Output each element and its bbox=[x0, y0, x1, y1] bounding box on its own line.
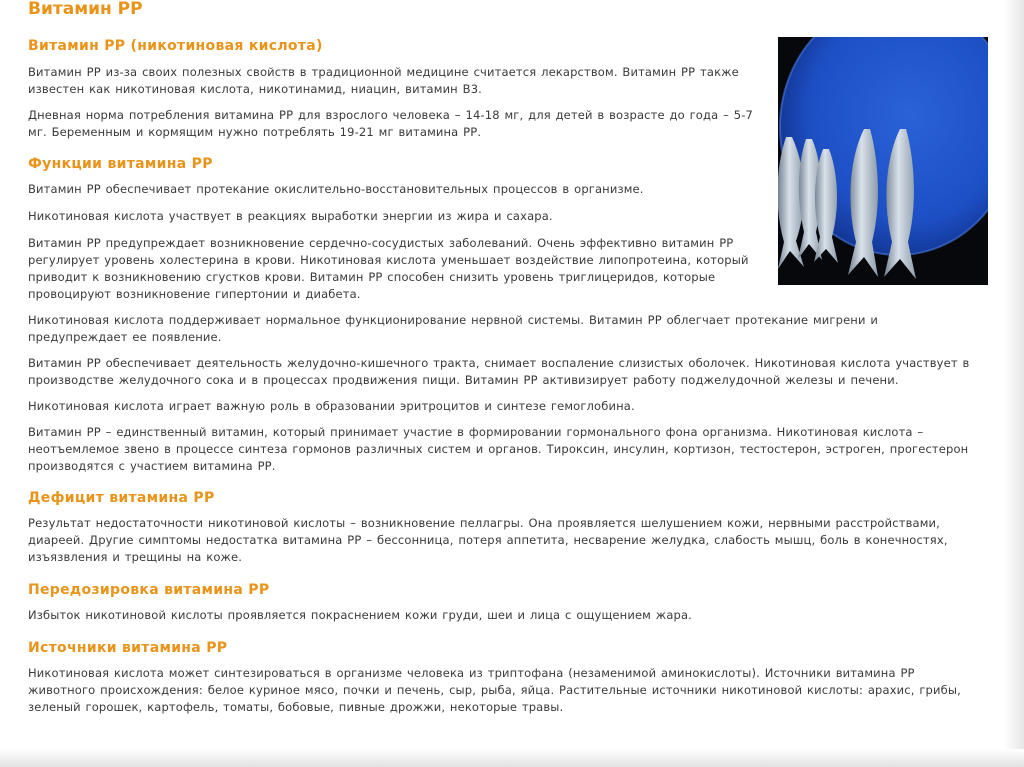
section-heading-deficiency: Дефицит витамина РР bbox=[28, 490, 215, 506]
paragraph: Витамин РР обеспечивает протекание окислительно-восстановительных процессов в организме. bbox=[28, 182, 644, 196]
paragraph: Дневная норма потребления витамина РР для взрослого человека – 14-18 мг, для детей в возрасте до года – 5-7 мг. Беременным и кормящим нужно потреблять 19-21 мг витамина РР. bbox=[28, 108, 754, 139]
section-heading-functions: Функции витамина РР bbox=[28, 156, 213, 172]
paragraph: Никотиновая кислота поддерживает нормальное функционирование нервной системы. Витамин РР облегчает протекание мигрени и предупреждает ее появление. bbox=[28, 313, 879, 344]
page-edge-shadow-bottom bbox=[0, 749, 1024, 767]
section-heading-niacin: Витамин РР (никотиновая кислота) bbox=[28, 38, 323, 54]
paragraph: Витамин РР предупреждает возникновение сердечно-сосудистых заболеваний. Очень эффективно витамин РР регулирует уровень холестерина в крови. Никотиновая кислота уменьшает воздействие липопротеина, который приводит к возникновению сгустков крови. Витамин РР способен снизить уровень триглицеридов, которые провоцируют возникновение гипертонии и диабета. bbox=[28, 236, 749, 301]
page-title: Витамин РР bbox=[28, 0, 143, 19]
page-edge-shadow-right bbox=[1004, 0, 1024, 767]
paragraph: Избыток никотиновой кислоты проявляется покраснением кожи груди, шеи и лица с ощущением жара. bbox=[28, 608, 692, 622]
paragraph: Результат недостаточности никотиновой кислоты – возникновение пеллагры. Она проявляется шелушением кожи, нервными расстройствами, диареей. Другие симптомы недостатка витамина РР – бессонница, потеря аппетита, несварение желудка, слабость мышц, боль в конечностях, изъязвления и трещины на коже. bbox=[28, 516, 948, 564]
article-content bbox=[28, 38, 978, 716]
paragraph: Витамин РР из-за своих полезных свойств в традиционной медицине считается лекарством. Витамин РР также известен как никотиновая кислота, никотинамид, ниацин, витамин В3. bbox=[28, 65, 739, 96]
section-heading-sources: Источники витамина РР bbox=[28, 640, 228, 656]
paragraph: Витамин РР обеспечивает деятельность желудочно-кишечного тракта, снимает воспаление слизистых оболочек. Никотиновая кислота участвует в производстве желудочного сока и в процессах продвижения пищи. Витамин РР активизирует работу поджелудочной железы и печени. bbox=[28, 356, 970, 387]
paragraph: Никотиновая кислота играет важную роль в образовании эритроцитов и синтезе гемоглобина. bbox=[28, 399, 635, 413]
paragraph: Никотиновая кислота может синтезироваться в организме человека из триптофана (незаменимой аминокислоты). Источники витамина РР животного происхождения: белое куриное мясо, почки и печень, сыр, рыба, яйца. Растительные источники никотиновой кислоты: арахис, грибы, зеленый горошек, картофель, томаты, бобовые, пивные дрожжи, некоторые травы. bbox=[28, 666, 961, 714]
paragraph: Витамин РР – единственный витамин, который принимает участие в формировании гормонального фона организма. Никотиновая кислота – неотъемлемое звено в процессе синтеза гормонов различных систем и органов. Тироксин, инсулин, кортизон, тестостерон, эстроген, прогестерон производятся с участием витамина РР. bbox=[28, 425, 969, 473]
paragraph: Никотиновая кислота участвует в реакциях выработки энергии из жира и сахара. bbox=[28, 209, 553, 223]
section-heading-overdose: Передозировка витамина РР bbox=[28, 582, 270, 598]
